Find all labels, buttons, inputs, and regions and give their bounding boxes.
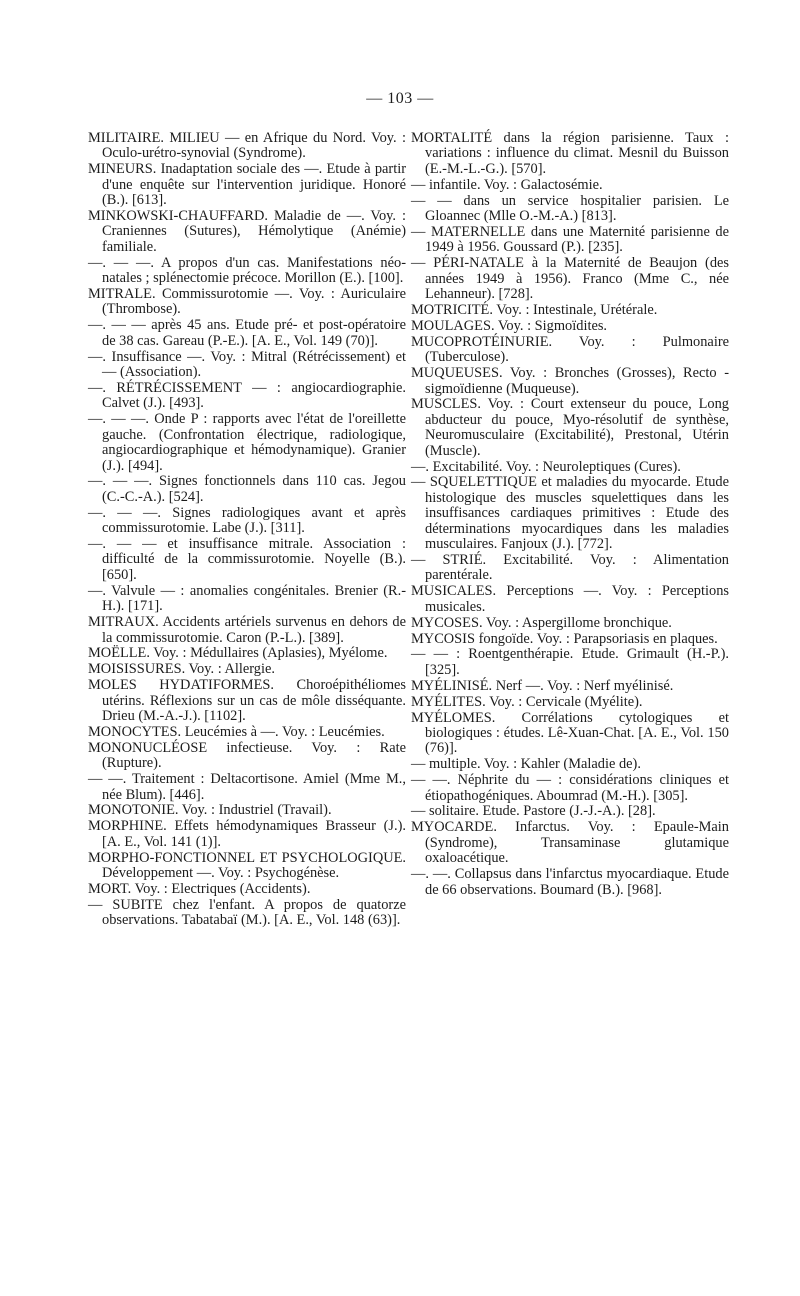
index-entry: MOISISSURES. Voy. : Allergie. [88,661,275,678]
index-entry: — multiple. Voy. : Kahler (Maladie de). [411,756,641,773]
index-entry: —. — — et insuffisance mitrale. Association : difficulté de la commissurotomie. Noyelle (B.). [650]. [88,536,406,583]
index-entry: —. — —. Onde P : rapports avec l'état de l'oreillette gauche. (Confrontation électrique, radiologique, angiocardiographique et hémodynamique). Granier (J.). [494]. [88,411,406,474]
index-entry: MUSICALES. Perceptions —. Voy. : Perceptions musicales. [411,583,729,615]
index-entry: —. —. Collapsus dans l'infarctus myocardiaque. Etude de 66 observations. Boumard (B.). [968]. [411,866,729,898]
index-entry: MOTRICITÉ. Voy. : Intestinale, Urétérale. [411,301,658,318]
index-entry: MYÉLOMES. Corrélations cytologiques et biologiques : études. Lê-Xuan-Chat. [A. E., Vol. 150 (76)]. [411,709,729,757]
index-entry: MONOCYTES. Leucémies à —. Voy. : Leucémies. [88,723,385,740]
index-entry: MUCOPROTÉINURIE. Voy. : Pulmonaire (Tuberculose). [411,333,729,366]
index-entry: MYOCARDE. Infarctus. Voy. : Epaule-Main (Syndrome), Transaminase glutamique oxaloacétique. [411,819,729,867]
index-entry: — solitaire. Etude. Pastore (J.-J.-A.). [28]. [411,803,656,820]
index-entry: MILITAIRE. MILIEU — en Afrique du Nord. Voy. : Oculo-urétro-synovial (Syndrome). [88,130,406,162]
index-entry: MOLES HYDATIFORMES. Choroépithéliomes utérins. Réflexions sur un cas de môle disséquante. Drieu (M.-A.-J.). [1102]. [88,677,406,725]
index-entry: MYÉLINISÉ. Nerf —. Voy. : Nerf myélinisé. [411,677,674,694]
index-entry: MOULAGES. Voy. : Sigmoïdites. [411,317,608,334]
index-entry: —. — —. A propos d'un cas. Manifestations néo-natales ; splénectomie précoce. Morillon (E.). [100]. [88,254,406,287]
index-entry: — SQUELETTIQUE et maladies du myocarde. Etude histologique des muscles squelettiques dans les insuffisances cardiaques primitives : Etude des déterminations myocardiques dans les maladies musculaires. Fanjoux (J.). [772]. [411,474,729,553]
index-entry: —. Valvule — : anomalies congénitales. Brenier (R.-H.). [171]. [88,582,406,615]
index-entry: — PÉRI-NATALE à la Maternité de Beaujon (des années 1949 à 1956). Franco (Mme C., née Lehanneur). [728]. [411,255,729,303]
index-entry: —. Insuffisance —. Voy. : Mitral (Rétrécissement) et — (Association). [88,348,406,381]
index-entry: MOËLLE. Voy. : Médullaires (Aplasies), Myélome. [88,645,388,662]
index-entry: MORPHINE. Effets hémodynamiques Brasseur (J.). [A. E., Vol. 141 (1)]. [88,818,406,850]
index-entry: — SUBITE chez l'enfant. A propos de quatorze observations. Tabatabaï (M.). [A. E., Vol. 148 (63)]. [88,896,406,929]
index-entry: MUQUEUSES. Voy. : Bronches (Grosses), Recto - sigmoïdienne (Muqueuse). [411,365,729,397]
index-entry: — STRIÉ. Excitabilité. Voy. : Alimentation parentérale. [411,551,729,584]
index-entry: MONOTONIE. Voy. : Industriel (Travail). [88,802,332,819]
index-entry: MORPHO-FONCTIONNEL ET PSYCHOLOGIQUE. Développement —. Voy. : Psychogénèse. [88,849,406,882]
index-entry: MYCOSES. Voy. : Aspergillome bronchique. [411,614,672,631]
index-entry: —. — — après 45 ans. Etude pré- et post-opératoire de 38 cas. Gareau (P.-E.). [A. E., Vol. 149 (70)]. [88,317,406,349]
index-entry: MYCOSIS fongoïde. Voy. : Parapsoriasis en plaques. [411,630,718,647]
index-entry: MYÉLITES. Voy. : Cervicale (Myélite). [411,693,643,710]
index-column-right [411,131,729,898]
index-entry: —. — —. Signes fonctionnels dans 110 cas. Jegou (C.-C.-A.). [524]. [88,473,406,505]
index-entry: — — : Roentgenthérapie. Etude. Grimault (H.-P.). [325]. [411,646,729,678]
page-number: — 103 — [366,90,434,107]
index-entry: — —. Traitement : Deltacortisone. Amiel (Mme M., née Blum). [446]. [88,771,406,803]
index-entry: MINEURS. Inadaptation sociale des —. Etude à partir d'une enquête sur l'intervention juridique. Honoré (B.). [613]. [88,161,406,209]
index-entry: MINKOWSKI-CHAUFFARD. Maladie de —. Voy. : Craniennes (Sutures), Hémolytique (Anémie) familiale. [88,208,406,255]
index-entry: —. RÉTRÉCISSEMENT — : angiocardiographie. Calvet (J.). [493]. [88,380,406,412]
index-entry: MITRAUX. Accidents artériels survenus en dehors de la commissurotomie. Caron (P.-L.). [389]. [88,614,406,646]
index-entry: — — dans un service hospitalier parisien. Le Gloannec (Mlle O.-M.-A.) [813]. [411,192,729,225]
index-entry: MORT. Voy. : Electriques (Accidents). [88,881,311,897]
index-entry: MORTALITÉ dans la région parisienne. Taux : variations : influence du climat. Mesnil du Buisson (E.-M.-L.-G.). [570]. [411,130,729,177]
index-entry: MUSCLES. Voy. : Court extenseur du pouce, Long abducteur du pouce, Myo-résolutif de synthèse, Neuromusculaire (Excitabilité), Prestonal, Utérin (Muscle). [411,396,729,459]
index-entry: —. Excitabilité. Voy. : Neuroleptiques (Cures). [411,458,681,475]
index-entry: — —. Néphrite du — : considérations cliniques et étiopathogéniques. Aboumrad (M.-H.). [305]. [411,772,729,804]
index-entry: MONONUCLÉOSE infectieuse. Voy. : Rate (Rupture). [88,739,406,772]
index-column-left [88,131,406,929]
index-entry: — infantile. Voy. : Galactosémie. [411,176,603,193]
index-entry: — MATERNELLE dans une Maternité parisienne de 1949 à 1956. Goussard (P.). [235]. [411,223,729,256]
index-entry: —. — —. Signes radiologiques avant et après commissurotomie. Labe (J.). [311]. [88,504,406,537]
index-entry: MITRALE. Commissurotomie —. Voy. : Auriculaire (Thrombose). [88,286,406,318]
